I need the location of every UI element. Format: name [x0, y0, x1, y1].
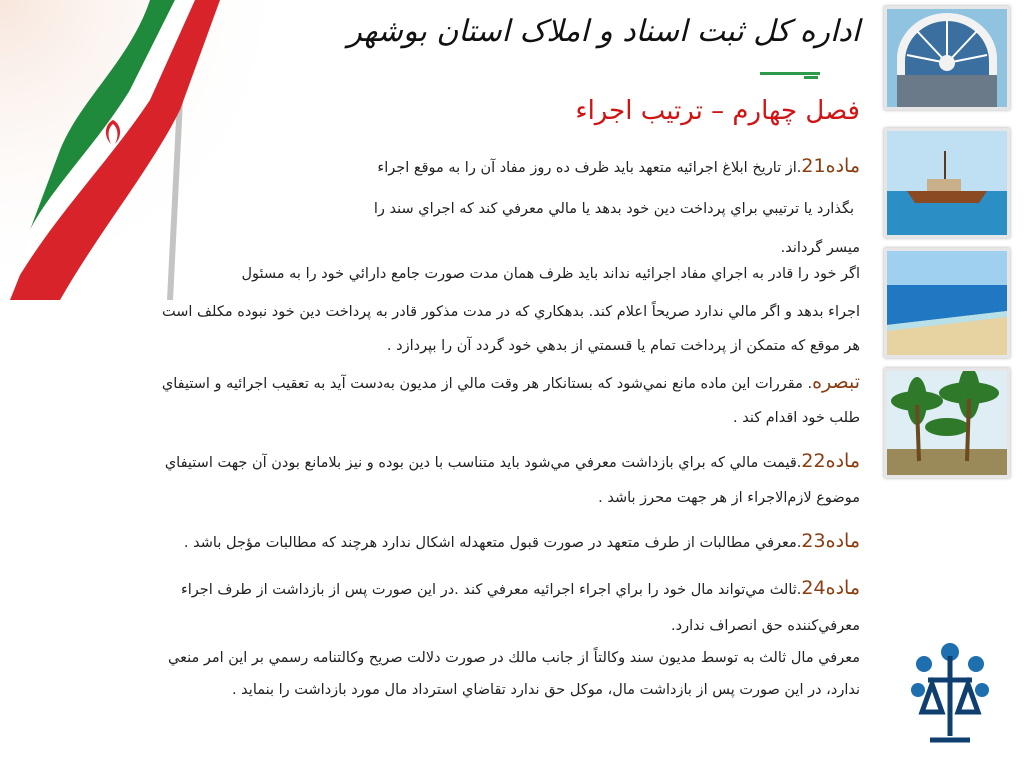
- text-line: تبصره. مقررات اين ماده مانع نمي‌شود كه بستانكار هر وقت مالي از مديون به‌دست آيد به تعقيب اجرائيه و استيفاي: [161, 371, 860, 393]
- arch-window-photo: [884, 6, 1010, 110]
- article-number: ماده21: [801, 155, 860, 177]
- text-line: ماده21.از تاريخ ابلاغ اجرائيه متعهد بايد ظرف ده روز مفاد آن را به موقع اجراء: [377, 155, 860, 177]
- text-line: معرفي‌كننده حق انصراف ندارد.: [671, 618, 860, 634]
- note-label: تبصره: [812, 371, 860, 393]
- header-divider-accent: [804, 76, 818, 79]
- text-line: طلب خود اقدام كند .: [732, 410, 860, 426]
- text-line: بگذارد يا ترتيبي براي پرداخت دين خود بدهد يا مالي معرفي كند كه اجراي سند را: [373, 201, 854, 217]
- text-line: اگر خود را قادر به اجراي مفاد اجرائيه نداند بايد ظرف همان مدت صورت جامع دارائي خود را به مسئول: [241, 266, 860, 282]
- article-number: ماده23: [801, 530, 860, 552]
- photo-column: [880, 0, 1010, 490]
- text-line: ماده24.ثالث مي‌تواند مال خود را براي اجراء اجرائيه معرفي كند .در اين صورت پس از بازداشت از طرف اجراء: [180, 577, 860, 599]
- organization-emblem-icon: [910, 640, 990, 750]
- text-line: ماده23.معرفي مطالبات از طرف متعهد در صورت قبول متعهدله اشكال ندارد هرچند كه مطالبات مؤجل باشد .: [183, 530, 860, 552]
- header-divider: [760, 72, 820, 75]
- organization-logo-text: اداره کل ثبت اسناد و املاک استان بوشهر: [347, 14, 860, 49]
- text-line: اجراء بدهد و اگر مالي ندارد صريحاً اعلام كند. بدهكاري كه در مدت مذكور قادر به پرداخت دين خود نبوده مكلف است: [162, 304, 860, 320]
- boat-on-sea-photo: [884, 128, 1010, 238]
- palm-trees-photo: [884, 368, 1010, 478]
- article-number: ماده24: [801, 577, 860, 599]
- text-line: هر موقع كه متمكن از پرداخت تمام يا قسمتي از بدهي خود گردد آن را بپردازد .: [386, 338, 860, 354]
- text-line: ميسر گرداند.: [780, 240, 860, 256]
- chapter-title: فصل چهارم – ترتیب اجراء: [575, 96, 860, 126]
- beach-photo: [884, 248, 1010, 358]
- text-line: ندارد، در اين صورت پس از بازداشت مال، موكل حق ندارد تقاضاي استرداد مال مورد بازداشت را بنمايد .: [231, 682, 860, 698]
- text-line: معرفي مال ثالث به توسط مديون سند وكالتاً از جانب مالك در صورت دلالت صريح وكالتنامه رسمي بر اين امر منعي: [167, 650, 860, 666]
- iran-flag-image: [0, 0, 300, 300]
- text-line: ماده22.قيمت مالي كه براي بازداشت معرفي مي‌شود بايد متناسب با دين بوده و نيز بلامانع بودن آن جهت استيفاي: [164, 450, 860, 472]
- article-number: ماده22: [801, 450, 860, 472]
- text-line: موضوع لازم‌الاجراء از هر جهت محرز باشد .: [598, 490, 860, 506]
